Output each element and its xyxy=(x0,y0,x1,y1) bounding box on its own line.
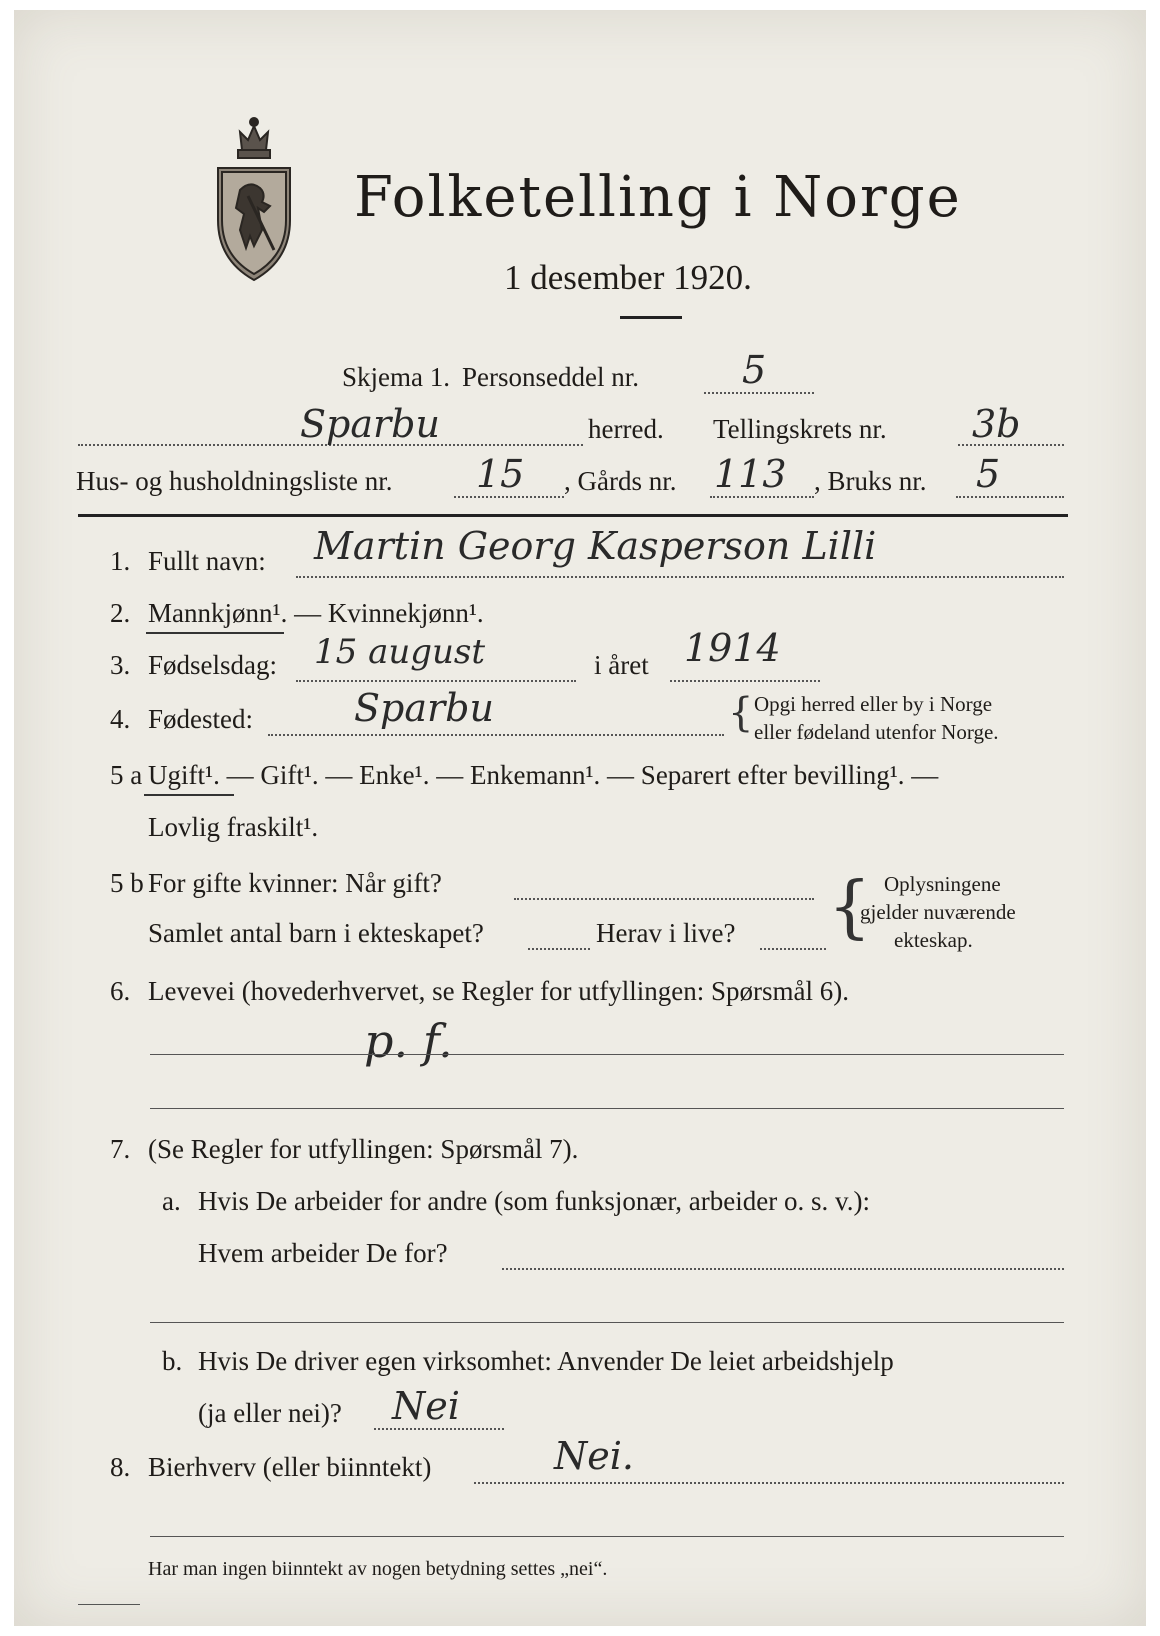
q5b-dotline xyxy=(514,898,814,900)
bruks-label: , Bruks nr. xyxy=(814,466,927,496)
coat-of-arms-icon xyxy=(204,110,304,285)
gards-label: , Gårds nr. xyxy=(564,466,677,496)
q7b-number: b. xyxy=(162,1346,183,1376)
q1-number: 1. xyxy=(110,546,131,576)
q8-label: Bierhverv (eller biinntekt) xyxy=(148,1452,432,1482)
personseddel-dotline xyxy=(704,392,814,394)
schema-label: Skjema 1. xyxy=(342,362,450,392)
q5b-label-3: Herav i live? xyxy=(596,918,736,948)
q8-number: 8. xyxy=(110,1452,131,1482)
q4-number: 4. xyxy=(110,704,131,734)
tellingskrets-value[interactable]: 3b xyxy=(972,402,1021,446)
gards-value[interactable]: 113 xyxy=(714,452,787,496)
gards-dotline xyxy=(710,496,814,498)
title-divider xyxy=(620,316,682,319)
personseddel-label: Personseddel nr. xyxy=(462,362,639,392)
hired-help-value[interactable]: Nei xyxy=(392,1384,460,1428)
bruks-dotline xyxy=(956,496,1064,498)
q3-label: Fødselsdag: xyxy=(148,650,278,680)
personseddel-value[interactable]: 5 xyxy=(742,348,767,392)
q5b-label: For gifte kvinner: Når gift? xyxy=(148,868,442,898)
q7a-line xyxy=(150,1322,1064,1323)
q2-number: 2. xyxy=(110,598,131,628)
q3-number: 3. xyxy=(110,650,131,680)
herred-value[interactable]: Sparbu xyxy=(300,402,440,446)
herred-label: herred. xyxy=(588,414,664,444)
q5b-note-1: Oplysningene xyxy=(884,872,1001,896)
birth-year-value[interactable]: 1914 xyxy=(684,626,781,670)
birthplace-value[interactable]: Sparbu xyxy=(354,686,494,730)
q5b-dotline-2 xyxy=(528,948,590,950)
footer-note: Har man ingen biinntekt av nogen betydning settes „nei“. xyxy=(148,1558,608,1580)
tellingskrets-label: Tellingskrets nr. xyxy=(713,414,887,444)
census-form-page xyxy=(14,10,1146,1626)
q4-note-2: eller fødeland utenfor Norge. xyxy=(754,720,999,744)
hus-label: Hus- og husholdningsliste nr. xyxy=(76,466,393,496)
q8-line xyxy=(150,1536,1064,1537)
q3-dotline xyxy=(296,680,576,682)
hus-value[interactable]: 15 xyxy=(476,452,525,496)
occupation-value[interactable]: p. f. xyxy=(364,1014,453,1068)
q5a-label-2: Lovlig fraskilt¹. xyxy=(148,812,319,842)
q7a-number: a. xyxy=(162,1186,181,1216)
q5b-brace: { xyxy=(828,868,872,947)
q4-brace: { xyxy=(728,690,754,736)
birthday-value[interactable]: 15 august xyxy=(314,632,486,672)
form-date: 1 desember 1920. xyxy=(504,258,752,297)
full-name-value[interactable]: Martin Georg Kasperson Lilli xyxy=(314,524,877,568)
q7-number: 7. xyxy=(110,1134,131,1164)
q7a-dotline xyxy=(502,1268,1064,1270)
q6-number: 6. xyxy=(110,976,131,1006)
header-divider xyxy=(78,514,1068,517)
q5a-selection-mark xyxy=(144,794,234,796)
q4-label: Fødested: xyxy=(148,704,253,734)
q3-year-dotline xyxy=(670,680,820,682)
q6-line-2 xyxy=(150,1108,1064,1109)
q7a-label-2: Hvem arbeider De for? xyxy=(198,1238,448,1268)
q7b-dotline xyxy=(374,1428,504,1430)
footnote-rule xyxy=(78,1604,140,1605)
q7-label: (Se Regler for utfyllingen: Spørsmål 7). xyxy=(148,1134,579,1164)
bruks-value[interactable]: 5 xyxy=(976,452,1001,496)
q7a-label: Hvis De arbeider for andre (som funksjonær, arbeider o. s. v.): xyxy=(198,1186,870,1216)
q8-dotline xyxy=(474,1482,1064,1484)
q5b-note-2: gjelder nuværende xyxy=(860,900,1016,924)
q1-dotline xyxy=(296,576,1064,578)
q1-label: Fullt navn: xyxy=(148,546,266,576)
q6-label: Levevei (hovederhvervet, se Regler for utfyllingen: Spørsmål 6). xyxy=(148,976,850,1006)
q5b-number: 5 b xyxy=(110,868,144,898)
q5a-label: Ugift¹. — Gift¹. — Enke¹. — Enkemann¹. — Separert efter bevilling¹. — xyxy=(148,760,939,790)
q2-selection-mark xyxy=(146,632,284,634)
q6-line-1 xyxy=(150,1054,1064,1055)
q7b-label: Hvis De driver egen virksomhet: Anvender De leiet arbeidshjelp xyxy=(198,1346,894,1376)
q2-label: Mannkjønn¹. — Kvinnekjønn¹. xyxy=(148,598,484,628)
side-income-value[interactable]: Nei. xyxy=(554,1434,634,1478)
hus-dotline xyxy=(454,496,564,498)
q5b-note-3: ekteskap. xyxy=(894,928,973,952)
q4-dotline xyxy=(268,734,724,736)
q5b-label-2: Samlet antal barn i ekteskapet? xyxy=(148,918,484,948)
q5b-dotline-3 xyxy=(760,948,826,950)
q5a-number: 5 a xyxy=(110,760,143,790)
q3-year-label: i året xyxy=(594,650,649,680)
form-title: Folketelling i Norge xyxy=(354,165,962,230)
q7b-label-2: (ja eller nei)? xyxy=(198,1398,342,1428)
q4-note-1: Opgi herred eller by i Norge xyxy=(754,692,993,716)
